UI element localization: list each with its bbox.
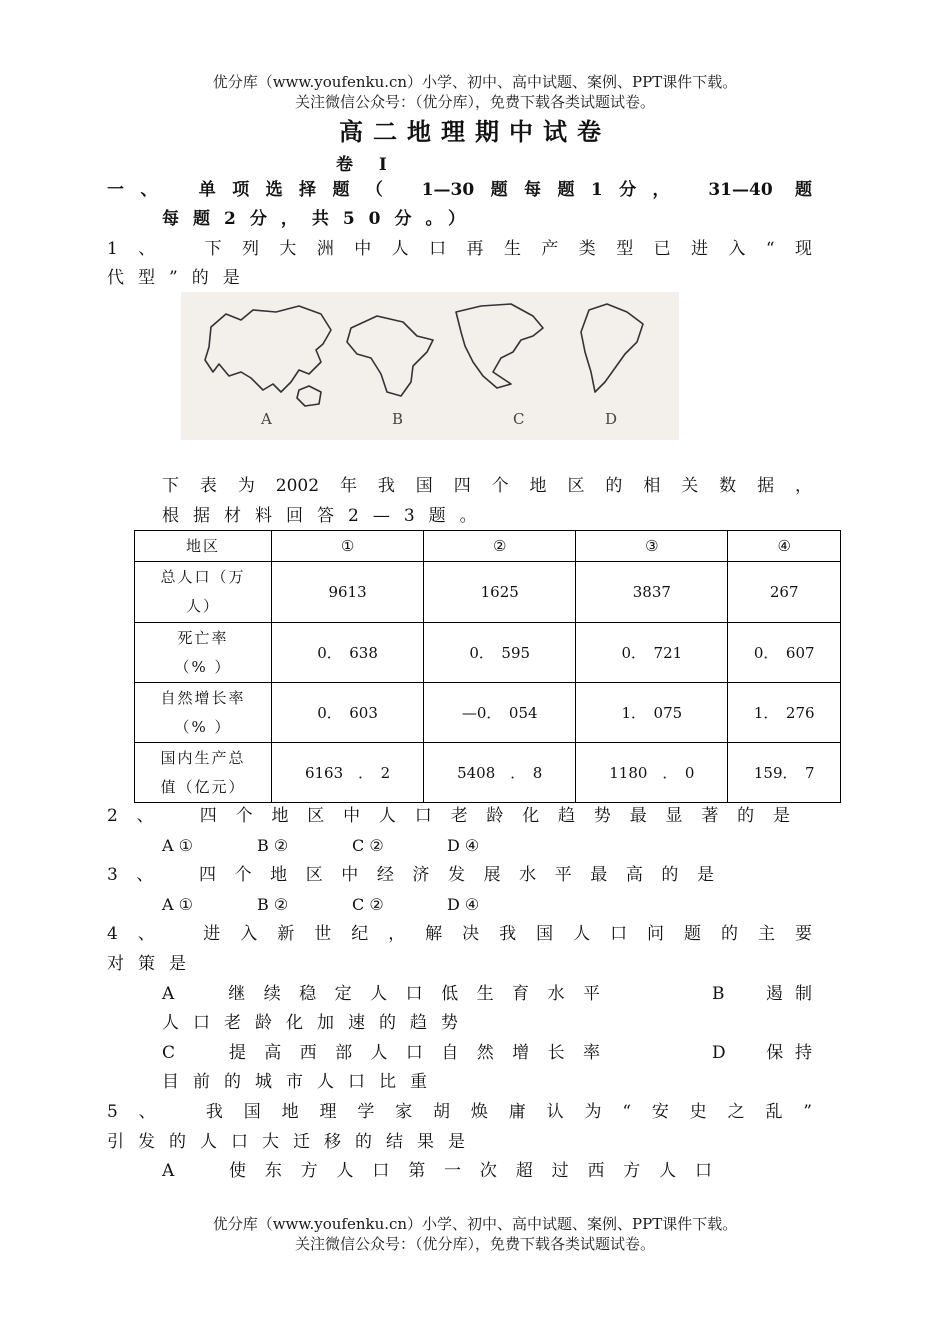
question-4-option-b-cont: 人口老龄化加速的趋势 <box>162 1013 472 1033</box>
question-1-line-2: 代型”的是 <box>107 268 254 288</box>
table-cell: 0． 638 <box>272 623 424 683</box>
footer-line-2: 关注微信公众号：（优分库），免费下载各类试题试卷。 <box>294 1235 655 1253</box>
footer-line-1: 优分库（www.youfenku.cn）小学、初中、高中试题、案例、PPT课件下载。 <box>212 1215 738 1233</box>
table-header-cell: ③ <box>576 531 728 562</box>
question-5-option-a: A 使东方人口第一次超过西方人口 <box>162 1161 712 1181</box>
table-cell: 0． 607 <box>728 623 841 683</box>
question-3-stem: 3、 四个地区中经济发展水平最高的是 <box>107 865 714 885</box>
table-header-cell: ① <box>272 531 424 562</box>
table-cell: 6163 ． 2 <box>272 743 424 803</box>
map-label-a: A <box>261 410 272 428</box>
question-1-line-1: 1、 下列大洲中人口再生产类型已进入“现 <box>107 239 812 259</box>
row-label-part: 死亡率 <box>177 628 229 647</box>
option: A ① <box>162 836 193 855</box>
table-intro-line-2: 根据材料回答2—3题。 <box>162 506 491 526</box>
table-cell: 1625 <box>424 562 576 623</box>
map-label-b: B <box>392 410 404 428</box>
table-cell: 5408 ． 8 <box>424 743 576 803</box>
continent-north-america-outline <box>456 304 543 388</box>
row-label <box>135 683 272 743</box>
continent-australia-outline <box>297 386 321 406</box>
continent-asia-outline <box>205 306 331 392</box>
row-label <box>135 623 272 683</box>
option: D ④ <box>447 895 480 914</box>
row-label-part: 人） <box>185 597 220 615</box>
table-cell: 3837 <box>576 562 728 623</box>
option: B ② <box>257 895 289 914</box>
question-2-stem: 2、 四个地区中人口老龄化趋势最显著的是 <box>107 806 790 826</box>
question-4-option-d: D 保持 <box>712 1043 812 1063</box>
table-cell: 9613 <box>272 562 424 623</box>
continents-map <box>181 292 679 440</box>
table-cell: 159． 7 <box>728 743 841 803</box>
table-cell: 0． 603 <box>272 683 424 743</box>
continent-south-america-outline <box>581 304 643 392</box>
row-label-part: 自然增长率 <box>160 688 246 707</box>
table-cell: 1180 ． 0 <box>576 743 728 803</box>
page-title: 高二地理期中试卷 <box>339 117 611 146</box>
table-row <box>135 743 841 803</box>
option: C ② <box>352 895 384 914</box>
table-row <box>135 562 841 623</box>
region-data-table <box>134 530 841 803</box>
row-label-part: 总人口（万 <box>160 568 246 586</box>
question-3-options <box>162 890 812 920</box>
question-4-line-1: 4、 进入新世纪，解决我国人口问题的主要 <box>107 924 812 944</box>
table-row <box>135 683 841 743</box>
continents-map-svg <box>181 292 679 440</box>
table-header-cell: ④ <box>728 531 841 562</box>
table-header-row <box>135 531 841 562</box>
option: A ① <box>162 895 193 914</box>
header-line-1: 优分库（www.youfenku.cn）小学、初中、高中试题、案例、PPT课件下载。 <box>212 73 738 91</box>
table-cell: 1． 276 <box>728 683 841 743</box>
question-4-line-2: 对策是 <box>107 954 200 974</box>
row-label <box>135 743 272 803</box>
row-label-part: （% ） <box>174 717 232 736</box>
option: B ② <box>257 836 289 855</box>
question-4-option-a: A 继续稳定人口低生育水平 <box>162 984 600 1004</box>
question-2-options <box>162 831 812 861</box>
table-header-region: 地区 <box>135 531 272 562</box>
table-cell: 0． 595 <box>424 623 576 683</box>
row-label-part: （% ） <box>174 657 232 676</box>
question-5-line-2: 引发的人口大迁移的结果是 <box>107 1132 479 1152</box>
header-line-2: 关注微信公众号：（优分库），免费下载各类试题试卷。 <box>294 93 655 111</box>
volume-label: 卷 Ⅰ <box>336 155 397 175</box>
option: C ② <box>352 836 384 855</box>
row-label-part: 值（亿元） <box>160 777 246 796</box>
map-label-c: C <box>513 410 525 428</box>
section-heading-line-2: 每题2分，共50分。） <box>162 209 479 229</box>
table-cell: 1． 075 <box>576 683 728 743</box>
table-cell: 267 <box>728 562 841 623</box>
table-header-cell: ② <box>424 531 576 562</box>
question-4-option-b: B 遏制 <box>712 984 812 1004</box>
table-cell: 0． 721 <box>576 623 728 683</box>
row-label <box>135 562 272 623</box>
map-label-d: D <box>605 410 618 428</box>
table-row <box>135 623 841 683</box>
question-4-option-d-cont: 目前的城市人口比重 <box>162 1072 441 1092</box>
continent-africa-outline <box>347 316 433 396</box>
question-5-line-1: 5、 我国地理学家胡焕庸认为“安史之乱” <box>107 1102 812 1122</box>
row-label-part: 国内生产总 <box>160 748 246 767</box>
table-cell: —0． 054 <box>424 683 576 743</box>
section-heading-line-1: 一、 单项选择题（ 1—30题每题1分， 31—40 题 <box>107 180 812 200</box>
option: D ④ <box>447 836 480 855</box>
question-4-option-c: C 提高西部人口自然增长率 <box>162 1043 600 1063</box>
table-intro-line-1: 下表为2002年我国四个地区的相关数据， <box>162 476 812 496</box>
